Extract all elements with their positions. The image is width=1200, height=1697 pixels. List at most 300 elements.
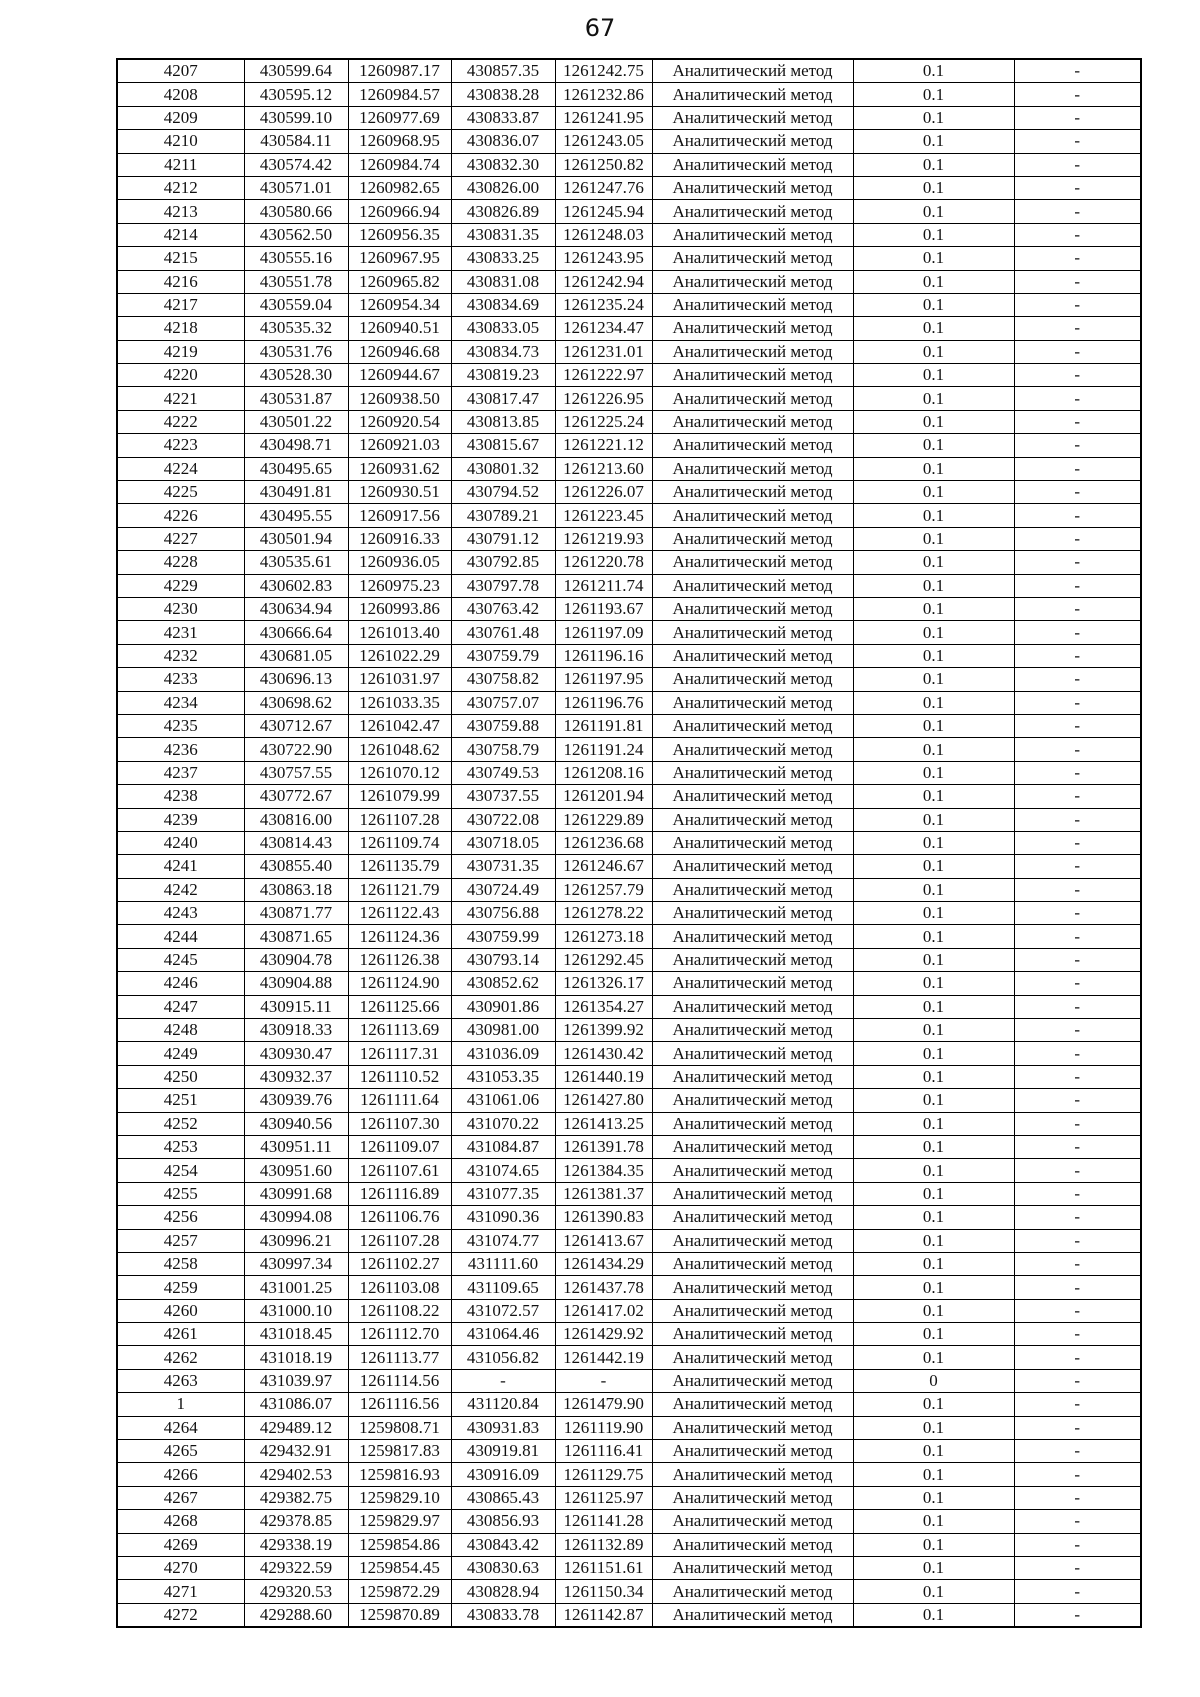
x1-cell: 430666.64 xyxy=(244,621,348,644)
x1-cell: 429320.53 xyxy=(244,1580,348,1603)
table-row xyxy=(117,925,1141,948)
note-cell: - xyxy=(1014,1463,1141,1486)
point-number-cell: 4215 xyxy=(117,247,244,270)
x1-cell: 430991.68 xyxy=(244,1182,348,1205)
note-cell: - xyxy=(1014,410,1141,433)
note-cell: - xyxy=(1014,1557,1141,1580)
y1-cell: 1260977.69 xyxy=(348,106,451,129)
accuracy-cell: 0.1 xyxy=(853,878,1014,901)
y1-cell: 1260982.65 xyxy=(348,176,451,199)
table-row xyxy=(117,761,1141,784)
note-cell: - xyxy=(1014,691,1141,714)
x1-cell: 430584.11 xyxy=(244,130,348,153)
point-number-cell: 4209 xyxy=(117,106,244,129)
method-cell: Аналитический метод xyxy=(652,1393,853,1416)
y1-cell: 1259854.45 xyxy=(348,1557,451,1580)
method-cell: Аналитический метод xyxy=(652,153,853,176)
method-cell: Аналитический метод xyxy=(652,1416,853,1439)
x2-cell: 430759.79 xyxy=(451,644,555,667)
point-number-cell: 4243 xyxy=(117,902,244,925)
point-number-cell: 4233 xyxy=(117,668,244,691)
y1-cell: 1260944.67 xyxy=(348,364,451,387)
table-row xyxy=(117,995,1141,1018)
x1-cell: 430696.13 xyxy=(244,668,348,691)
x1-cell: 430599.10 xyxy=(244,106,348,129)
y2-cell: 1261197.09 xyxy=(555,621,652,644)
method-cell: Аналитический метод xyxy=(652,551,853,574)
x2-cell: 431061.06 xyxy=(451,1089,555,1112)
x1-cell: 431001.25 xyxy=(244,1276,348,1299)
accuracy-cell: 0.1 xyxy=(853,1580,1014,1603)
accuracy-cell: 0.1 xyxy=(853,457,1014,480)
x2-cell: 430797.78 xyxy=(451,574,555,597)
accuracy-cell: 0.1 xyxy=(853,995,1014,1018)
point-number-cell: 4257 xyxy=(117,1229,244,1252)
x1-cell: 430712.67 xyxy=(244,714,348,737)
method-cell: Аналитический метод xyxy=(652,1159,853,1182)
x2-cell: 430757.07 xyxy=(451,691,555,714)
x2-cell: 430856.93 xyxy=(451,1510,555,1533)
accuracy-cell: 0.1 xyxy=(853,1206,1014,1229)
note-cell: - xyxy=(1014,621,1141,644)
x1-cell: 430863.18 xyxy=(244,878,348,901)
point-number-cell: 4227 xyxy=(117,527,244,550)
y1-cell: 1261070.12 xyxy=(348,761,451,784)
accuracy-cell: 0.1 xyxy=(853,761,1014,784)
x2-cell: 430834.69 xyxy=(451,293,555,316)
y2-cell: 1261427.80 xyxy=(555,1089,652,1112)
point-number-cell: 4220 xyxy=(117,364,244,387)
page-number: 67 xyxy=(584,14,616,42)
x1-cell: 430535.61 xyxy=(244,551,348,574)
accuracy-cell: 0.1 xyxy=(853,364,1014,387)
y1-cell: 1261079.99 xyxy=(348,785,451,808)
table-row xyxy=(117,504,1141,527)
y2-cell: 1261223.45 xyxy=(555,504,652,527)
table-row xyxy=(117,668,1141,691)
accuracy-cell: 0.1 xyxy=(853,948,1014,971)
note-cell: - xyxy=(1014,761,1141,784)
accuracy-cell: 0.1 xyxy=(853,644,1014,667)
x2-cell: 430737.55 xyxy=(451,785,555,808)
y1-cell: 1261033.35 xyxy=(348,691,451,714)
x1-cell: 431018.45 xyxy=(244,1323,348,1346)
table-row xyxy=(117,644,1141,667)
x2-cell: 431056.82 xyxy=(451,1346,555,1369)
point-number-cell: 4258 xyxy=(117,1252,244,1275)
table-row xyxy=(117,1533,1141,1556)
accuracy-cell: 0.1 xyxy=(853,831,1014,854)
point-number-cell: 4246 xyxy=(117,972,244,995)
accuracy-cell: 0.1 xyxy=(853,340,1014,363)
x2-cell: 430718.05 xyxy=(451,831,555,854)
x1-cell: 431039.97 xyxy=(244,1369,348,1392)
method-cell: Аналитический метод xyxy=(652,364,853,387)
method-cell: Аналитический метод xyxy=(652,1065,853,1088)
point-number-cell: 1 xyxy=(117,1393,244,1416)
note-cell: - xyxy=(1014,855,1141,878)
table-row xyxy=(117,1323,1141,1346)
accuracy-cell: 0.1 xyxy=(853,317,1014,340)
point-number-cell: 4251 xyxy=(117,1089,244,1112)
x2-cell: 430819.23 xyxy=(451,364,555,387)
accuracy-cell: 0.1 xyxy=(853,527,1014,550)
x2-cell: 431090.36 xyxy=(451,1206,555,1229)
method-cell: Аналитический метод xyxy=(652,1276,853,1299)
coordinates-table xyxy=(116,58,1142,1628)
method-cell: Аналитический метод xyxy=(652,1463,853,1486)
note-cell: - xyxy=(1014,1440,1141,1463)
table-row xyxy=(117,1206,1141,1229)
point-number-cell: 4241 xyxy=(117,855,244,878)
y1-cell: 1261031.97 xyxy=(348,668,451,691)
x2-cell: 430761.48 xyxy=(451,621,555,644)
y1-cell: 1260940.51 xyxy=(348,317,451,340)
point-number-cell: 4212 xyxy=(117,176,244,199)
x1-cell: 430915.11 xyxy=(244,995,348,1018)
note-cell: - xyxy=(1014,738,1141,761)
y1-cell: 1260968.95 xyxy=(348,130,451,153)
method-cell: Аналитический метод xyxy=(652,1089,853,1112)
x2-cell: 431036.09 xyxy=(451,1042,555,1065)
x2-cell: 430731.35 xyxy=(451,855,555,878)
accuracy-cell: 0.1 xyxy=(853,1135,1014,1158)
table-row xyxy=(117,1159,1141,1182)
y2-cell: 1261326.17 xyxy=(555,972,652,995)
note-cell: - xyxy=(1014,1252,1141,1275)
y2-cell: 1261132.89 xyxy=(555,1533,652,1556)
y1-cell: 1259829.97 xyxy=(348,1510,451,1533)
x1-cell: 430994.08 xyxy=(244,1206,348,1229)
x2-cell: 430801.32 xyxy=(451,457,555,480)
table-row xyxy=(117,1463,1141,1486)
method-cell: Аналитический метод xyxy=(652,1019,853,1042)
x1-cell: 430491.81 xyxy=(244,481,348,504)
table-row xyxy=(117,785,1141,808)
method-cell: Аналитический метод xyxy=(652,106,853,129)
point-number-cell: 4264 xyxy=(117,1416,244,1439)
y2-cell: 1261278.22 xyxy=(555,902,652,925)
method-cell: Аналитический метод xyxy=(652,1557,853,1580)
x2-cell: 430756.88 xyxy=(451,902,555,925)
table-row xyxy=(117,1299,1141,1322)
table-row xyxy=(117,106,1141,129)
y2-cell: 1261222.97 xyxy=(555,364,652,387)
note-cell: - xyxy=(1014,1019,1141,1042)
y1-cell: 1261107.28 xyxy=(348,808,451,831)
table-row xyxy=(117,831,1141,854)
x2-cell: 431070.22 xyxy=(451,1112,555,1135)
point-number-cell: 4240 xyxy=(117,831,244,854)
x2-cell: 430919.81 xyxy=(451,1440,555,1463)
x2-cell: 430833.05 xyxy=(451,317,555,340)
x1-cell: 430571.01 xyxy=(244,176,348,199)
method-cell: Аналитический метод xyxy=(652,481,853,504)
table-row xyxy=(117,1486,1141,1509)
note-cell: - xyxy=(1014,972,1141,995)
accuracy-cell: 0.1 xyxy=(853,59,1014,83)
accuracy-cell: 0.1 xyxy=(853,1603,1014,1627)
x1-cell: 430555.16 xyxy=(244,247,348,270)
accuracy-cell: 0.1 xyxy=(853,1416,1014,1439)
x2-cell: 430901.86 xyxy=(451,995,555,1018)
x1-cell: 430918.33 xyxy=(244,1019,348,1042)
note-cell: - xyxy=(1014,574,1141,597)
accuracy-cell: 0.1 xyxy=(853,1463,1014,1486)
note-cell: - xyxy=(1014,340,1141,363)
method-cell: Аналитический метод xyxy=(652,1135,853,1158)
accuracy-cell: 0.1 xyxy=(853,1346,1014,1369)
accuracy-cell: 0.1 xyxy=(853,1510,1014,1533)
y2-cell: 1261219.93 xyxy=(555,527,652,550)
x2-cell: 430759.99 xyxy=(451,925,555,948)
method-cell: Аналитический метод xyxy=(652,1580,853,1603)
y2-cell: 1261193.67 xyxy=(555,597,652,620)
x1-cell: 430580.66 xyxy=(244,200,348,223)
y2-cell: 1261125.97 xyxy=(555,1486,652,1509)
y1-cell: 1261113.77 xyxy=(348,1346,451,1369)
note-cell: - xyxy=(1014,106,1141,129)
x1-cell: 430599.64 xyxy=(244,59,348,83)
x2-cell: 430916.09 xyxy=(451,1463,555,1486)
note-cell: - xyxy=(1014,364,1141,387)
x2-cell: 431120.84 xyxy=(451,1393,555,1416)
accuracy-cell: 0.1 xyxy=(853,1557,1014,1580)
method-cell: Аналитический метод xyxy=(652,925,853,948)
x1-cell: 429288.60 xyxy=(244,1603,348,1627)
y2-cell: 1261226.95 xyxy=(555,387,652,410)
y2-cell: 1261390.83 xyxy=(555,1206,652,1229)
y2-cell: 1261229.89 xyxy=(555,808,652,831)
note-cell: - xyxy=(1014,457,1141,480)
y2-cell: 1261242.75 xyxy=(555,59,652,83)
x2-cell: 430832.30 xyxy=(451,153,555,176)
y1-cell: 1261107.61 xyxy=(348,1159,451,1182)
point-number-cell: 4208 xyxy=(117,83,244,106)
y1-cell: 1260917.56 xyxy=(348,504,451,527)
y1-cell: 1259829.10 xyxy=(348,1486,451,1509)
method-cell: Аналитический метод xyxy=(652,972,853,995)
y1-cell: 1260930.51 xyxy=(348,481,451,504)
method-cell: Аналитический метод xyxy=(652,1603,853,1627)
accuracy-cell: 0.1 xyxy=(853,808,1014,831)
method-cell: Аналитический метод xyxy=(652,1299,853,1322)
accuracy-cell: 0.1 xyxy=(853,1065,1014,1088)
method-cell: Аналитический метод xyxy=(652,1440,853,1463)
point-number-cell: 4266 xyxy=(117,1463,244,1486)
y2-cell: 1261196.76 xyxy=(555,691,652,714)
y1-cell: 1260956.35 xyxy=(348,223,451,246)
table-row xyxy=(117,200,1141,223)
method-cell: Аналитический метод xyxy=(652,340,853,363)
y1-cell: 1260938.50 xyxy=(348,387,451,410)
note-cell: - xyxy=(1014,59,1141,83)
method-cell: Аналитический метод xyxy=(652,247,853,270)
y1-cell: 1261106.76 xyxy=(348,1206,451,1229)
y1-cell: 1261109.74 xyxy=(348,831,451,854)
accuracy-cell: 0.1 xyxy=(853,1112,1014,1135)
y1-cell: 1261107.28 xyxy=(348,1229,451,1252)
x2-cell: 431053.35 xyxy=(451,1065,555,1088)
y1-cell: 1261124.90 xyxy=(348,972,451,995)
x1-cell: 430855.40 xyxy=(244,855,348,878)
point-number-cell: 4237 xyxy=(117,761,244,784)
y2-cell: 1261440.19 xyxy=(555,1065,652,1088)
y1-cell: 1260993.86 xyxy=(348,597,451,620)
x1-cell: 430495.65 xyxy=(244,457,348,480)
y2-cell: 1261197.95 xyxy=(555,668,652,691)
table-row xyxy=(117,59,1141,83)
x1-cell: 430634.94 xyxy=(244,597,348,620)
y1-cell: 1261114.56 xyxy=(348,1369,451,1392)
y1-cell: 1261125.66 xyxy=(348,995,451,1018)
table-row xyxy=(117,481,1141,504)
table-row xyxy=(117,902,1141,925)
y2-cell: 1261191.81 xyxy=(555,714,652,737)
y1-cell: 1260984.57 xyxy=(348,83,451,106)
method-cell: Аналитический метод xyxy=(652,130,853,153)
x1-cell: 430722.90 xyxy=(244,738,348,761)
point-number-cell: 4265 xyxy=(117,1440,244,1463)
table-row xyxy=(117,130,1141,153)
point-number-cell: 4254 xyxy=(117,1159,244,1182)
method-cell: Аналитический метод xyxy=(652,457,853,480)
table-row xyxy=(117,1440,1141,1463)
note-cell: - xyxy=(1014,293,1141,316)
point-number-cell: 4219 xyxy=(117,340,244,363)
x2-cell: 430833.87 xyxy=(451,106,555,129)
table-row xyxy=(117,364,1141,387)
table-body xyxy=(117,59,1141,1627)
accuracy-cell: 0.1 xyxy=(853,1252,1014,1275)
table-row xyxy=(117,83,1141,106)
x2-cell: 430833.78 xyxy=(451,1603,555,1627)
x2-cell: 430792.85 xyxy=(451,551,555,574)
x2-cell: 431077.35 xyxy=(451,1182,555,1205)
point-number-cell: 4217 xyxy=(117,293,244,316)
y1-cell: 1261116.56 xyxy=(348,1393,451,1416)
accuracy-cell: 0.1 xyxy=(853,387,1014,410)
accuracy-cell: 0.1 xyxy=(853,691,1014,714)
point-number-cell: 4226 xyxy=(117,504,244,527)
note-cell: - xyxy=(1014,83,1141,106)
x1-cell: 430531.76 xyxy=(244,340,348,363)
table-row xyxy=(117,1089,1141,1112)
y1-cell: 1261109.07 xyxy=(348,1135,451,1158)
note-cell: - xyxy=(1014,948,1141,971)
y1-cell: 1261122.43 xyxy=(348,902,451,925)
table-row xyxy=(117,176,1141,199)
point-number-cell: 4259 xyxy=(117,1276,244,1299)
y2-cell: 1261226.07 xyxy=(555,481,652,504)
table-row xyxy=(117,434,1141,457)
point-number-cell: 4228 xyxy=(117,551,244,574)
note-cell: - xyxy=(1014,1416,1141,1439)
x2-cell: 430857.35 xyxy=(451,59,555,83)
accuracy-cell: 0.1 xyxy=(853,1393,1014,1416)
point-number-cell: 4248 xyxy=(117,1019,244,1042)
accuracy-cell: 0.1 xyxy=(853,106,1014,129)
y1-cell: 1261113.69 xyxy=(348,1019,451,1042)
x1-cell: 430997.34 xyxy=(244,1252,348,1275)
y2-cell: 1261208.16 xyxy=(555,761,652,784)
method-cell: Аналитический метод xyxy=(652,948,853,971)
method-cell: Аналитический метод xyxy=(652,1206,853,1229)
note-cell: - xyxy=(1014,1135,1141,1158)
x1-cell: 430951.11 xyxy=(244,1135,348,1158)
note-cell: - xyxy=(1014,1580,1141,1603)
y2-cell: 1261434.29 xyxy=(555,1252,652,1275)
y1-cell: 1260984.74 xyxy=(348,153,451,176)
accuracy-cell: 0.1 xyxy=(853,270,1014,293)
note-cell: - xyxy=(1014,1229,1141,1252)
method-cell: Аналитический метод xyxy=(652,1182,853,1205)
note-cell: - xyxy=(1014,1603,1141,1627)
x1-cell: 430996.21 xyxy=(244,1229,348,1252)
point-number-cell: 4235 xyxy=(117,714,244,737)
note-cell: - xyxy=(1014,925,1141,948)
accuracy-cell: 0 xyxy=(853,1369,1014,1392)
y1-cell: 1260921.03 xyxy=(348,434,451,457)
note-cell: - xyxy=(1014,504,1141,527)
method-cell: Аналитический метод xyxy=(652,902,853,925)
point-number-cell: 4216 xyxy=(117,270,244,293)
y2-cell: 1261292.45 xyxy=(555,948,652,971)
x2-cell: 430817.47 xyxy=(451,387,555,410)
y1-cell: 1260965.82 xyxy=(348,270,451,293)
y2-cell: 1261248.03 xyxy=(555,223,652,246)
note-cell: - xyxy=(1014,1299,1141,1322)
note-cell: - xyxy=(1014,223,1141,246)
accuracy-cell: 0.1 xyxy=(853,1089,1014,1112)
method-cell: Аналитический метод xyxy=(652,223,853,246)
method-cell: Аналитический метод xyxy=(652,878,853,901)
point-number-cell: 4256 xyxy=(117,1206,244,1229)
method-cell: Аналитический метод xyxy=(652,1112,853,1135)
point-number-cell: 4267 xyxy=(117,1486,244,1509)
method-cell: Аналитический метод xyxy=(652,410,853,433)
y2-cell: 1261242.94 xyxy=(555,270,652,293)
table-row xyxy=(117,317,1141,340)
y2-cell: 1261213.60 xyxy=(555,457,652,480)
note-cell: - xyxy=(1014,387,1141,410)
note-cell: - xyxy=(1014,902,1141,925)
y1-cell: 1260987.17 xyxy=(348,59,451,83)
point-number-cell: 4268 xyxy=(117,1510,244,1533)
table-row xyxy=(117,621,1141,644)
method-cell: Аналитический метод xyxy=(652,83,853,106)
x1-cell: 430595.12 xyxy=(244,83,348,106)
point-number-cell: 4230 xyxy=(117,597,244,620)
x2-cell: 430724.49 xyxy=(451,878,555,901)
point-number-cell: 4234 xyxy=(117,691,244,714)
x1-cell: 430940.56 xyxy=(244,1112,348,1135)
x1-cell: 429322.59 xyxy=(244,1557,348,1580)
note-cell: - xyxy=(1014,130,1141,153)
table-row xyxy=(117,247,1141,270)
accuracy-cell: 0.1 xyxy=(853,714,1014,737)
y2-cell: 1261241.95 xyxy=(555,106,652,129)
note-cell: - xyxy=(1014,481,1141,504)
x1-cell: 430498.71 xyxy=(244,434,348,457)
note-cell: - xyxy=(1014,1369,1141,1392)
x2-cell: 430759.88 xyxy=(451,714,555,737)
note-cell: - xyxy=(1014,1065,1141,1088)
note-cell: - xyxy=(1014,153,1141,176)
method-cell: Аналитический метод xyxy=(652,1486,853,1509)
accuracy-cell: 0.1 xyxy=(853,738,1014,761)
x2-cell: 430836.07 xyxy=(451,130,555,153)
